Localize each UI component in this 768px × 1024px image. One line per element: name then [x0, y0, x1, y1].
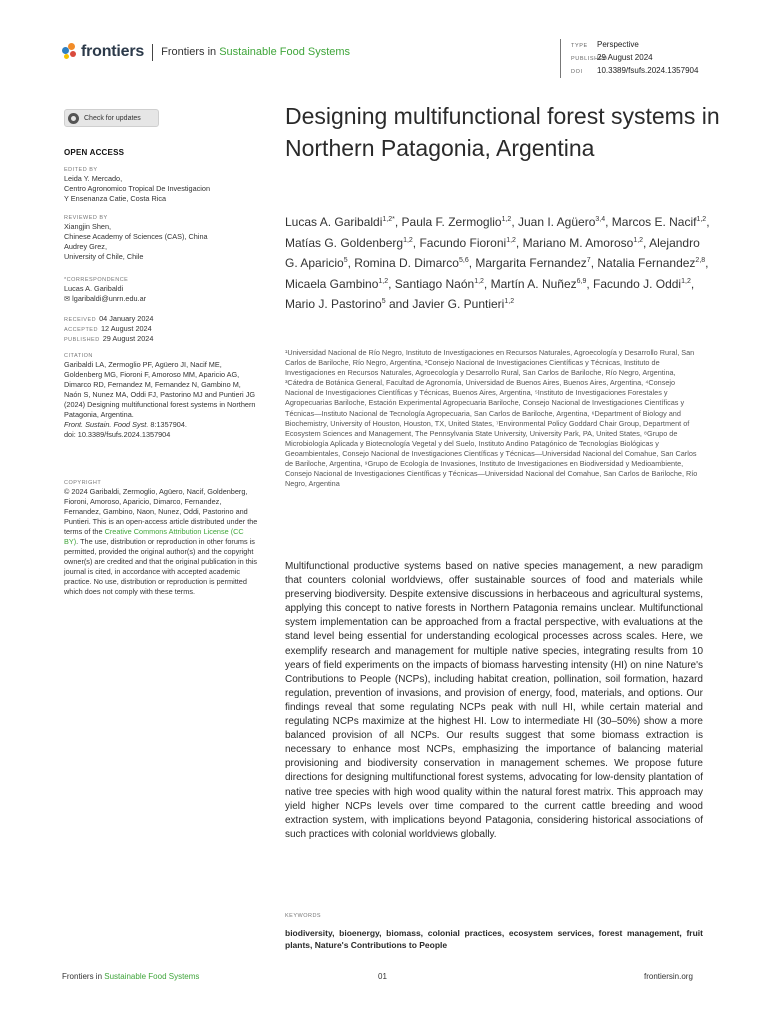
article-title: Designing multifunctional forest systems in Northern Patagonia, Argentina: [285, 103, 720, 161]
keywords-label: KEYWORDS: [285, 913, 322, 919]
author-name[interactable]: Lucas A. Garibaldi: [285, 215, 383, 229]
author-name[interactable]: Mario J. Pastorino: [285, 297, 382, 311]
author-affiliation-marker: 1,2: [403, 236, 413, 244]
type-label: TYPE: [571, 43, 588, 49]
logo-divider: [152, 44, 153, 61]
journal-name[interactable]: Frontiers in Sustainable Food Systems: [161, 46, 351, 58]
check-updates-button[interactable]: Check for updates: [64, 109, 159, 127]
author-name[interactable]: Romina D. Dimarco: [354, 256, 459, 270]
author-affiliation-marker: 3,4: [595, 216, 606, 223]
citation-doi[interactable]: doi: 10.3389/fsufs.2024.1357904: [64, 430, 171, 439]
author-list: Lucas A. Garibaldi$^{1,2*}$, Paula F. Zermoglio$^{1,2}$, Juan I. Agüero$^{3,4}$, Marcos E. Nacif$^{1,2}$, Matías G. Goldenberg$^{1,2}$, Facundo Fioroni$^{1,2}$, Mariano M. Amoroso$^{1,2}$, Alejandro G. Aparicio$^5$, Romina D. Dimarco$^{5,6}$, Margarita Fernandez$^7$, Natalia Fernandez$^{2,8}$, Micaela Gambino$^{1,2}$, Santiago Naón$^{1,2}$, Martín A. Nuñez$^{6,9}$, Facundo J. Oddi$^{1,2}$, Mario J. Pastorino$^5$ and Javier G. Puntieri$^{1,2}$: [285, 215, 710, 311]
author-name[interactable]: Santiago Naón: [394, 276, 475, 291]
author-name[interactable]: Matías G. Goldenberg: [285, 235, 404, 250]
author-name[interactable]: Natalia Fernandez: [597, 256, 696, 270]
frontiers-logo-icon: [62, 43, 78, 61]
page-number: 01: [378, 972, 387, 981]
abstract: Multifunctional productive systems based on native species management, a new paradigm that counters colonial worldviews, offer sustainable sources of food and materials while preserving biodiversity. Despite extensive discussions in herbaceous and agricultural systems, applying this concept to native forests in Northern Patagonia remains unclear. Multifunctional system implementation can be approached from a fractal perspective, with evaluations at the stand level being essential for understanding ecological processes across scales. Here, we exemplify research and management for multiple native species, integrating results from 10 years of field experiments on the impacts of biomass harvesting intensity (HI) on nine Nature's Contributions to People (NCPs), including habitat creation, pollination, soil formation, hazard regulation, prevention of invasions, and provision of energy, food, materials, and options. Our findings reveal that some regulating NCPs peak with null HI, while certain material and regulating NCPs maximize at the highest HI. Low to intermediate HI (30–50%) show a more balanced provision of all NCPs. Our results suggest that some biomass extraction is necessary to enhance most NCPs, emphasizing the importance of balancing material provisioning and biodiversity conservation in management schemes. We propose future directions for designing multifunctional forest systems, advocating for low-density plantation of native tree species with high wood quality within the natural forest matrix. This approach may yield higher NCPs levels over time compared to the current cattle breeding and wood extraction system, with implications beyond Patagonia, considering historical associations of such practices with colonial worldviews globally.: [285, 561, 703, 840]
published-value: 29 August 2024: [597, 53, 653, 62]
doi-label: DOI: [571, 69, 583, 75]
affiliations: ¹Universidad Nacional de Río Negro, Instituto de Investigaciones en Recursos Naturales, Agroecología y Desarrollo Rural, San Carlos de Bariloche, Río Negro, Argentina, ²Consejo Nacional de Investigaciones Científicas y Técnicas, Instituto de Investigaciones en Recursos Naturales, Agroecología y Desarrollo Rural, San Carlos de Bariloche, Río Negro, Argentina, ³Cátedra de Botánica General, Facultad de Agronomía, Universidad de Buenos Aires, Buenos Aires, Argentina, ⁴Consejo Nacional de Investigaciones Científicas y Técnicas, Buenos Aires, Argentina, ⁵Instituto de Investigaciones Forestales y Agropecuarias Bariloche, Estación Experimental Agropecuaria Bariloche, Consejo Nacional de Investigaciones Científicas y Técnicas—Instituto Nacional de Tecnología Agropecuaria, San Carlos de Bariloche, Argentina, ⁶Department of Biology and Biochemistry, University of Houston, Houston, TX, United States, ⁷Environmental Policy Goddard Chair Group, Department of Ecosystem Sciences and Management, The Pennsylvania State University, University Park, PA, United States, ⁸Grupo de Microbiología Aplicada y Biotecnología Vegetal y del Suelo, Instituto Andino Patagónico de Tecnologías Biológicas y Geoambientales, Consejo Nacional de Investigaciones Científicas y Técnicas—Universidad Nacional del Comahue, San Carlos de Bariloche, Argentina, ⁹Grupo de Ecología de Invasiones, Instituto de Investigaciones en Biodiversidad y Medioambiente, Consejo Nacional de Investigaciones Científicas y Técnicas—Universidad Nacional del Comahue, San Carlos de Bariloche, Río Negro, Argentina: [285, 348, 698, 489]
refresh-icon: [68, 113, 79, 124]
footer-journal[interactable]: Frontiers in Sustainable Food Systems: [62, 972, 200, 981]
author-affiliation-marker: 1,2: [501, 216, 512, 223]
copyright: COPYRIGHT © 2024 Garibaldi, Zermoglio, Agüero, Nacif, Goldenberg, Fioroni, Amoroso, Aparicio, Dimarco, Fernandez, Fernandez, Gambino, Naon, Nunez, Oddi, Pastorino and Puntieri. This is an open-access article distributed under the terms of the Creative Commons Attribution License (CC BY). The use, distribution or reproduction in other forums is permitted, provided the original author(s) and the copyright owner(s) are credited and that the original publication in this journal is cited, in accordance with accepted academic practice. No use, distribution or reproduction is permitted which does not comply with these terms.: [64, 480, 258, 596]
correspondence-email[interactable]: ✉ lgaribaldi@unrn.edu.ar: [64, 294, 147, 303]
doi-value[interactable]: 10.3389/fsufs.2024.1357904: [597, 66, 699, 75]
published-label: PUBLISHED: [571, 56, 608, 62]
author-affiliation-marker: 1,2: [633, 236, 644, 244]
author-affiliation-marker: 1,2: [506, 236, 516, 244]
open-access-label: OPEN ACCESS: [64, 148, 125, 157]
author-name[interactable]: Margarita Fernandez: [475, 256, 587, 270]
author-name[interactable]: Mariano M. Amoroso: [522, 235, 634, 250]
type-value: Perspective: [597, 40, 639, 49]
author-affiliation-marker: 5: [381, 298, 386, 305]
author-affiliation-marker: 1,2*: [382, 216, 395, 223]
author-affiliation-marker: 1,2: [696, 216, 707, 223]
author-affiliation-marker: 6,9: [576, 277, 587, 285]
author-affiliation-marker: 7: [586, 257, 591, 264]
article-meta: [560, 39, 698, 78]
author-name[interactable]: Marcos E. Nacif: [611, 215, 697, 229]
email-icon: ✉: [64, 294, 73, 303]
logo-text: frontiers: [81, 43, 145, 60]
article-dates: RECEIVED 04 January 2024 ACCEPTED 12 August 2024 PUBLISHED 29 August 2024: [64, 314, 154, 343]
author-affiliation-marker: 1,2: [504, 298, 515, 305]
author-affiliation-marker: 1,2: [681, 277, 691, 285]
keywords: biodiversity, bioenergy, biomass, colonial practices, ecosystem services, forest management, fruit plants, Nature's Contributions to People: [285, 928, 703, 950]
author-affiliation-marker: 1,2: [474, 277, 484, 285]
edited-by: EDITED BY Leida Y. Mercado, Centro Agronomico Tropical De Investigacion Y Ensenanza Catie, Costa Rica: [64, 167, 211, 203]
author-affiliation-marker: 5: [343, 257, 348, 264]
author-affiliation-marker: 1,2: [378, 277, 389, 285]
footer-site-link[interactable]: frontiersin.org: [644, 972, 693, 981]
author-name[interactable]: Alejandro G. Aparicio: [285, 235, 700, 270]
author-name[interactable]: Facundo Fioroni: [419, 235, 507, 250]
reviewed-by: REVIEWED BY Xiangjin Shen, Chinese Academy of Sciences (CAS), China Audrey Grez, University of Chile, Chile: [64, 215, 208, 261]
author-name[interactable]: Martín A. Nuñez: [490, 276, 577, 291]
author-name[interactable]: Paula F. Zermoglio: [401, 215, 502, 229]
frontiers-logo[interactable]: [62, 43, 350, 61]
correspondence: *CORRESPONDENCE Lucas A. Garibaldi ✉ lgaribaldi@unrn.edu.ar: [64, 276, 259, 304]
author-name[interactable]: Javier G. Puntieri: [412, 297, 505, 311]
author-name[interactable]: Juan I. Agüero: [517, 215, 596, 229]
author-affiliation-marker: 2,8: [695, 257, 706, 264]
author-name[interactable]: Facundo J. Oddi: [593, 276, 682, 291]
author-affiliation-marker: 5,6: [458, 257, 469, 264]
cc-license-link[interactable]: Creative Commons Attribution License (CC BY): [64, 527, 244, 546]
author-name[interactable]: Micaela Gambino: [285, 276, 379, 291]
citation: CITATION Garibaldi LA, Zermoglio PF, Agüero JI, Nacif ME, Goldenberg MG, Fioroni F, Amoroso MM, Aparicio AG, Dimarco RD, Fernandez M, Fernandez N, Gambino M, Naón S, Nunez MA, Oddi FJ, Pastorino MJ and Puntieri JG (2024) Designing multifunctional forest systems in Northern Patagonia, Argentina. Front. Sustain. Food Syst. 8:1357904. doi: 10.3389/fsufs.2024.1357904: [64, 352, 259, 440]
